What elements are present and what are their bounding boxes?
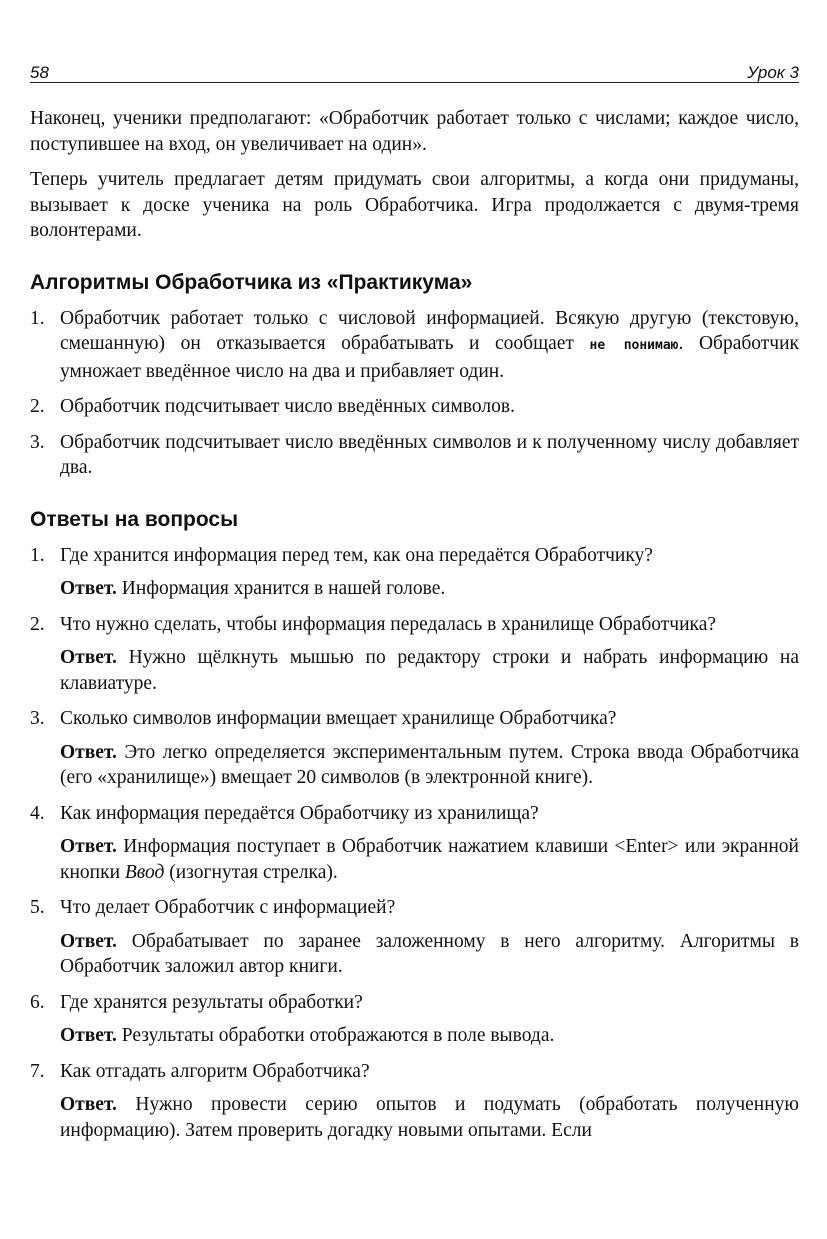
algorithm-item [30,430,799,481]
qa-item [30,895,799,980]
qa-item [30,1059,799,1144]
answer-text: Нужно щёлкнуть мышью по редактору строки и набрать информацию на клавиатуре. [60,647,800,694]
answer-text: Результаты обработки отображаются в поле вывода. [121,1025,555,1046]
answer-block [60,1092,799,1143]
answer-label: Ответ. [60,578,117,599]
answer-block [60,576,799,602]
algorithm-item [30,394,799,420]
item-number: 4. [30,802,45,824]
qa-item [30,706,799,791]
output-message-code: не понимаю [589,338,679,353]
algorithms-list [30,306,799,481]
item-number: 2. [30,396,45,417]
qa-item [30,801,799,886]
answer-text-start: Информация поступает в Обработчик нажатием клавиши <Enter> или экранной кнопки [60,836,799,883]
algorithm-text: Обработчик подсчитывает число введённых символов и к полученному числу добавляет два. [60,431,799,478]
question-text: Как отгадать алгоритм Обработчика? [60,1060,370,1082]
item-number: 1. [30,307,45,329]
answer-block [60,929,799,980]
answer-text: Нужно провести серию опытов и подумать (обработать полученную информацию). Затем проверить догадку новыми опытами. Если [60,1094,799,1141]
intro-paragraph-2: Теперь учитель предлагает детям придумать свои алгоритмы, а когда они придуманы, вызывает к доске ученика на роль Обработчика. Игра продолжается с двумя-тремя волонтерами. [30,169,799,241]
item-number: 7. [30,1060,45,1082]
question-text: Что нужно сделать, чтобы информация передалась в хранилище Обработчика? [60,613,717,635]
question-text: Где хранится информация перед тем, как она передаётся Обработчику? [60,544,653,566]
question-text: Сколько символов информации вмещает хранилище Обработчика? [60,708,617,729]
qa-item [30,543,799,602]
lesson-title: Урок 3 [747,63,799,82]
answer-label: Ответ. [60,930,117,952]
algorithms-heading: Алгоритмы Обработчика из «Практикума» [30,270,473,294]
intro-paragraph-1: Наконец, ученики предполагают: «Обработчик работает только с числами; каждое число, поступившее на вход, он увеличивает на один». [30,108,799,155]
answer-block [60,1023,799,1049]
item-number: 6. [30,991,45,1013]
page-content [30,106,799,1153]
answer-block [60,645,799,696]
page-number: 58 [30,63,49,82]
question-text: Где хранятся результаты обработки? [60,991,363,1013]
answers-heading: Ответы на вопросы [30,507,239,531]
item-number: 1. [30,544,45,566]
answer-label: Ответ. [60,836,117,857]
algorithm-text: Обработчик подсчитывает число введённых символов. [60,396,515,417]
book-page [30,0,799,1239]
answer-label: Ответ. [60,647,117,668]
answer-text: Информация хранится в нашей голове. [121,578,446,599]
answers-list [30,543,799,1144]
item-number: 2. [30,613,45,635]
question-text: Что делает Обработчик с информацией? [60,897,396,918]
enter-button-name: Ввод [124,861,165,883]
algorithm-text-end: . Обработчик умножает введённое число на два и прибавляет один. [60,333,800,382]
answer-text: Это легко определяется экспериментальным путем. Строка ввода Обработчика (его «хранилище») вмещает 20 символов (в электронной книге). [60,741,799,788]
qa-item [30,990,799,1049]
answer-label: Ответ. [60,1094,117,1115]
item-number: 5. [30,897,45,918]
answer-label: Ответ. [60,1025,117,1046]
answer-text: Обрабатывает по заранее заложенному в него алгоритму. Алгоритмы в Обработчик заложил автор книги. [60,930,799,977]
item-number: 3. [30,431,45,453]
answer-block [60,740,799,791]
qa-item [30,612,799,697]
algorithm-text-start: Обработчик работает только с числовой информацией. Всякую другую (текстовую, смешанную) он отказывается обрабатывать и сообщает [60,307,799,354]
page-header [30,56,799,83]
answer-text-end: (изогнутая стрелка). [164,861,338,883]
algorithm-item [30,306,799,385]
item-number: 3. [30,708,45,729]
answer-label: Ответ. [60,741,117,763]
question-text: Как информация передаётся Обработчику из хранилища? [60,802,539,824]
answer-block [60,834,799,885]
